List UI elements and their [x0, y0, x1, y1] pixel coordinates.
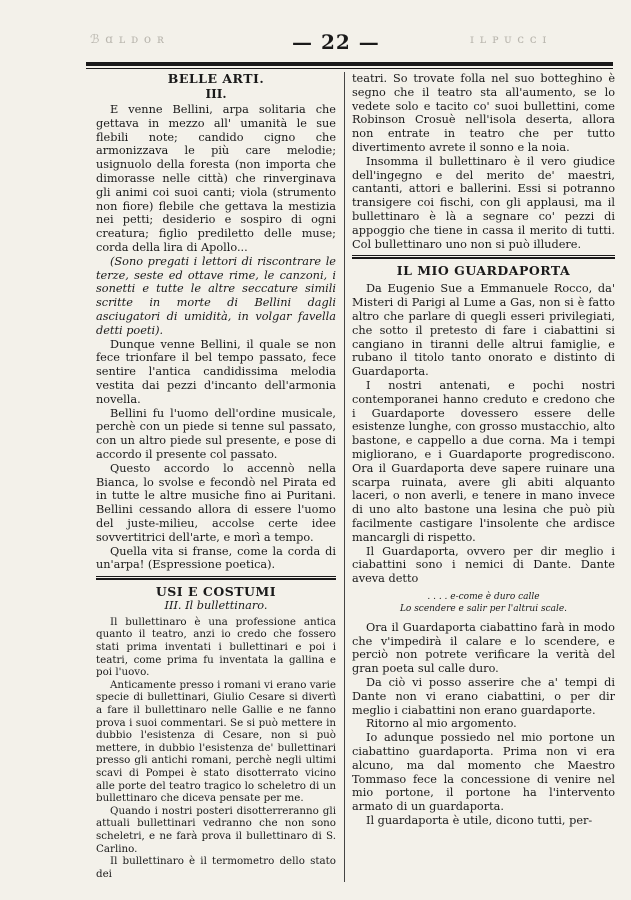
right-column [352, 72, 615, 890]
header-rule-thin [86, 68, 613, 69]
paragraph: teatri. So trovate folla nel suo botteghino è segno che il teatro sta all'aumento, se lo vedete solo e tacito co' suoi bullettini, come Robinson Crosuè nell'isola deserta, allora non entrate in teatro che per tutto divertimento avrete il sonno e la noia. [352, 72, 615, 154]
paragraph: Il bullettinaro è una professione antica quanto il teatro, anzi io credo che fossero stati prima inventati i bullettinari e poi i teatri, come prima fu inventata la gallina e poi l'uovo. [96, 615, 336, 679]
editorial-note: (Sono pregati i lettori di riscontrare le terze, seste ed ottave rime, le canzoni, i sonetti e tutte le altre seccature simili scritte in morte di Bellini dagli asciugatori di umidità, in volgar favella detti poeti). [96, 254, 336, 337]
paragraph: Quando i nostri posteri disotterreranno gli attuali bullettinari vedranno che non sono scheletri, e ne farà prova il bullettinaro di S. Carlino. [96, 804, 336, 855]
paragraph: Dunque venne Bellini, il quale se non fece trionfare il bel tempo passato, fece sentire l'antica candidissima melodia vestita dai pezzi d'incanto dell'armonia novella. [96, 337, 336, 406]
paragraph: Questo accordo lo accennò nella Bianca, lo svolse e fecondò nel Pirata ed in tutte le altre musiche fino ai Puritani. Bellini cessando allora di essere l'uomo del juste-milieu, accolse certe idee sovvertitrici dell'arte, e morì a tempo. [96, 461, 336, 544]
column-divider [344, 72, 345, 882]
paragraph: Da ciò vi posso asserire che a' tempi di Dante non vi erano ciabattini, o per dir meglio i ciabattini non erano guardaporte. [352, 676, 615, 717]
paragraph: E venne Bellini, arpa solitaria che gettava in mezzo all' umanità le sue flebili note; candido cigno che armonizzava le più care melodie; usignuolo della foresta (non importa che dimorasse nelle città) che rinverginava gli animi coi suoi canti; viola (strumento non fiore) flebile che gettava la mestizia nei petti; desiderio e sospiro di ogni creatura; figlio prediletto delle muse; corda della lira di Apollo... [96, 103, 336, 254]
paragraph: Insomma il bullettinaro è il vero giudice dell'ingegno e del merito de' maestri, cantanti, attori e ballerini. Essi si potranno transigere coi fischi, con gli applausi, ma il bullettinaro è là a segnare co' pezzi di appoggio che tiene in cassa il merito di tutti. Col bullettinaro uno non si può illudere. [352, 154, 615, 251]
section-numeral: III. [205, 87, 227, 101]
section-title-belle-arti: BELLE ARTI. [167, 72, 265, 86]
section-divider-thick [96, 578, 336, 580]
paragraph: Ora il Guardaporta ciabattino farà in modo che v'impedirà il calare e lo scendere, e perciò non potrete verificare la verità del gran poeta sul calle duro. [352, 620, 615, 676]
section-divider [352, 255, 615, 256]
header-rule [86, 62, 613, 66]
verse-line: Lo scendere e salir per l'altrui scale. [399, 603, 568, 614]
section-divider-thick [352, 257, 615, 259]
paragraph: Il guardaporta è utile, dicono tutti, per- [366, 814, 593, 828]
paragraph: Da Eugenio Sue a Emmanuele Rocco, da' Misteri di Parigi al Lume a Gas, non si è fatto altro che parlare di quegli esseri privilegiati, che sotto il pretesto di fare i ciabattini si cangiano in tiranni delle altrui famiglie, e rubano il titolo tanto onorato e distinto di Guardaporta. [352, 282, 615, 379]
paragraph: Ritorno al mio argomento. [366, 717, 517, 731]
faded-header-left: ℬ ɑ ʟ ᴅ ᴏ ʀ [90, 32, 165, 46]
section-divider [96, 576, 336, 577]
paragraph: Quella vita si franse, come la corda di un'arpa! (Espressione poetica). [96, 544, 336, 572]
section-title-guardaporta: IL MIO GUARDAPORTA [396, 263, 571, 279]
paragraph: Il bullettinaro è il termometro dello stato dei [96, 855, 336, 880]
paragraph: Io adunque possiedo nel mio portone un ciabattino guardaporta. Prima non vi era alcuno, ma dal momento che Maestro Tommaso fece la concessione di venire nel mio portone, il portone ha l'intervento armato di un guardaporta. [352, 731, 615, 814]
paragraph: I nostri antenati, e pochi nostri contemporanei hanno creduto e credono che i Guardaporte dovessero essere delle esistenze lunghe, con grosso mustacchio, alto bastone, e cappello a due corna. Ma i tempi migliorano, e i Guardaporte progrediscono. Ora il Guardaporta deve sapere ruinare una scarpa ruinata, avere gli abiti alquanto laceri, o non averli, e tenere in mano invece di uno alto bastone una lesina che può più facilmente castigare l'insolente che ardisce mancargli di rispetto. [352, 378, 615, 544]
paragraph: Il Guardaporta, ovvero per dir meglio i ciabattini sono i nemici di Dante. Dante aveva detto [352, 544, 615, 586]
section-title-usi-costumi: USI E COSTUMI [155, 584, 277, 600]
paragraph: Anticamente presso i romani vi erano varie specie di bullettinari, Giulio Cesare si divertì a fare il bullettinaro nelle Gallie e ne fanno prova i suoi commentari. Se si può mettere in dubbio l'esistenza di Cesare, non si può mettere, in dubbio l'esistenza de' bullettinari presso gli antichi romani, perchè negli ultimi scavi di Pompei è stato disotterrato vicino alle porte del teatro tragico lo scheletro di un bullettinaro che diceva pensate per me. [96, 678, 336, 805]
page-number: — 22 — [292, 30, 380, 54]
left-column [96, 72, 336, 882]
dante-quote [352, 592, 615, 615]
verse-line: . . . . e-come è duro calle [427, 591, 540, 602]
paragraph: Bellini fu l'uomo dell'ordine musicale, perchè con un piede si tenne sul passato, con un altro piede sul presente, e pose di accordo il presente col passato. [96, 406, 336, 461]
section-subtitle: III. Il bullettinaro. [164, 599, 268, 613]
faded-header-right: ɪ ʟ ᴘ ᴜ ᴄ ᴄ ɪ [470, 32, 548, 46]
